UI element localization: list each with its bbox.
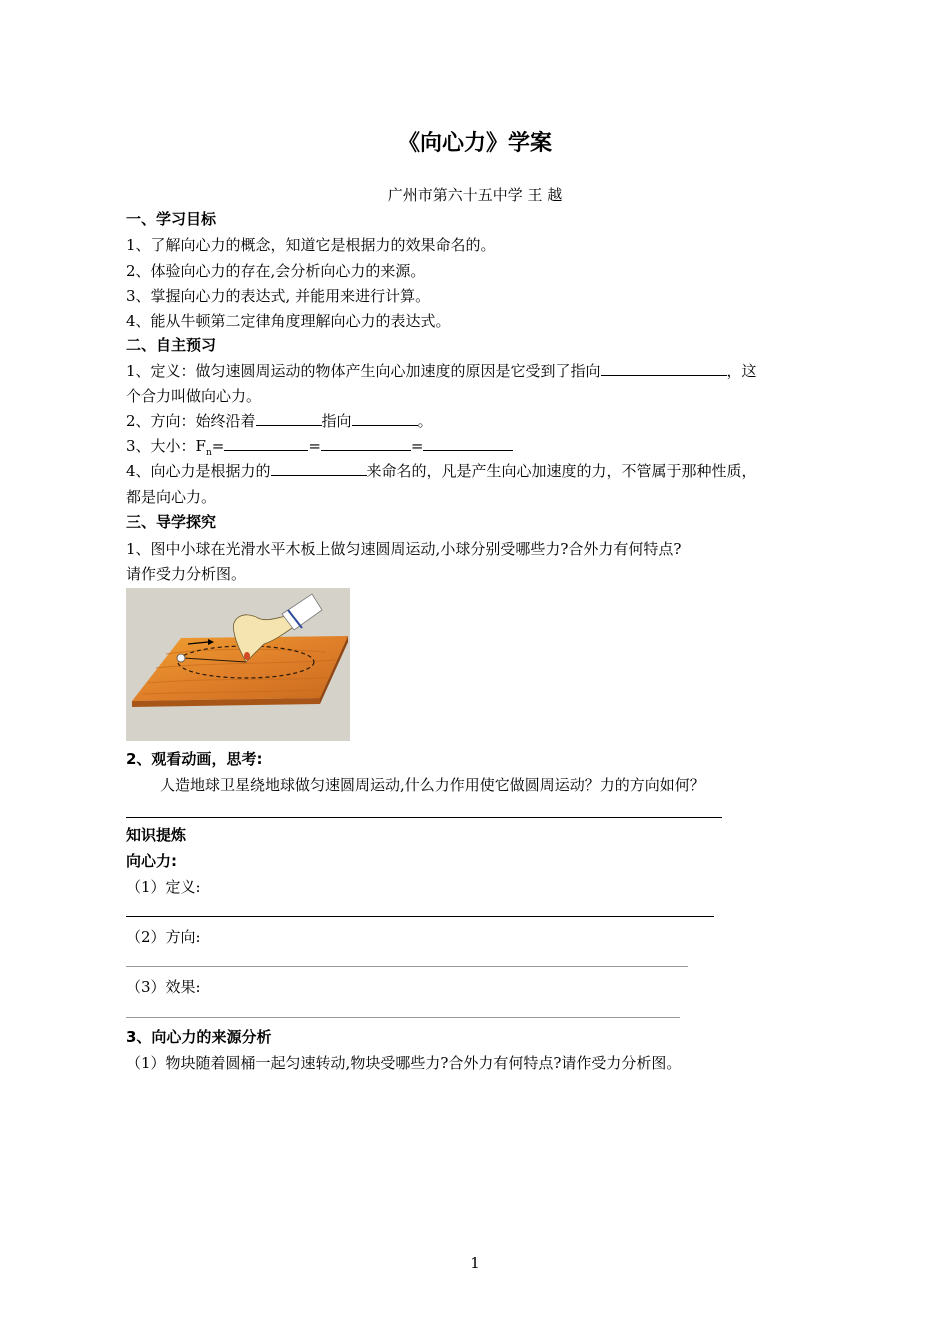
source-analysis-heading: 3、向心力的来源分析 [126,1028,272,1046]
direction-prompt: （2）方向: [126,928,201,946]
goal-item: 2、体验向心力的存在,会分析向心力的来源。 [126,262,426,280]
magnitude-line [126,435,513,458]
force-heading: 向心力: [126,852,177,870]
effect-prompt: （3）效果: [126,978,201,996]
goal-item: 3、掌握向心力的表达式, 并能用来进行计算。 [126,287,431,305]
knowledge-heading: 知识提炼 [126,826,187,844]
definition-prompt: （1）定义: [126,878,201,896]
question-1: 1、图中小球在光滑水平木板上做匀速圆周运动,小球分别受哪些力?合外力有何特点? [126,540,682,558]
equals-sign: = [308,437,321,455]
equals-sign: = [211,437,225,455]
fill-blank[interactable] [256,411,322,426]
definition-line-2: 个合力叫做向心力。 [126,387,262,405]
board-drawing [126,588,350,741]
answer-line[interactable] [126,916,714,917]
direction-text: 。 [417,412,433,430]
question-1-instruction: 请作受力分析图。 [126,565,247,583]
question-2-text: 人造地球卫星绕地球做匀速圆周运动,什么力作用使它做圆周运动？力的方向如何？ [160,776,705,794]
section-heading-explore: 三、导学探究 [126,513,217,531]
named-text: 来命名的，凡是产生向心加速度的力，不管属于那种性质， [366,462,757,480]
fill-blank[interactable] [224,436,308,451]
goal-item: 4、能从牛顿第二定律角度理解向心力的表达式。 [126,312,451,330]
fill-blank[interactable] [352,411,418,426]
fill-blank[interactable] [321,436,411,451]
direction-text: 2、方向：始终沿着 [126,412,256,430]
section-heading-preview: 二、自主预习 [126,336,217,354]
circular-motion-illustration [126,588,350,741]
author-line: 广州市第六十五中学 王 越 [387,186,563,204]
direction-text: 指向 [321,412,352,430]
finger-tip [244,652,250,660]
definition-text: 1、定义：做匀速圆周运动的物体产生向心加速度的原因是它受到了指向 [126,362,601,380]
answer-line[interactable] [126,966,688,967]
page-number: 1 [470,1254,480,1272]
ball [177,654,185,662]
direction-line [126,410,433,431]
goal-item: 1、了解向心力的概念，知道它是根据力的效果命名的。 [126,236,496,254]
named-text: 4、向心力是根据力的 [126,462,271,480]
definition-text-end: ，这 [726,362,757,380]
definition-line [126,360,757,381]
fill-blank[interactable] [271,461,367,476]
question-2: 2、观看动画，思考: [126,750,263,768]
magnitude-text: 3、大小：F [126,437,206,455]
section-heading-goals: 一、学习目标 [126,210,217,228]
answer-line[interactable] [126,817,722,818]
subscript: n [205,448,212,458]
source-question-1: （1）物块随着圆桶一起匀速转动,物块受哪些力?合外力有何特点?请作受力分析图。 [126,1054,682,1072]
fill-blank[interactable] [423,436,513,451]
page-title: 《向心力》学案 [397,130,552,156]
answer-line[interactable] [126,1017,680,1018]
named-line [126,460,757,481]
named-line-2: 都是向心力。 [126,488,217,506]
equals-sign: = [410,437,424,455]
fill-blank[interactable] [601,361,727,376]
